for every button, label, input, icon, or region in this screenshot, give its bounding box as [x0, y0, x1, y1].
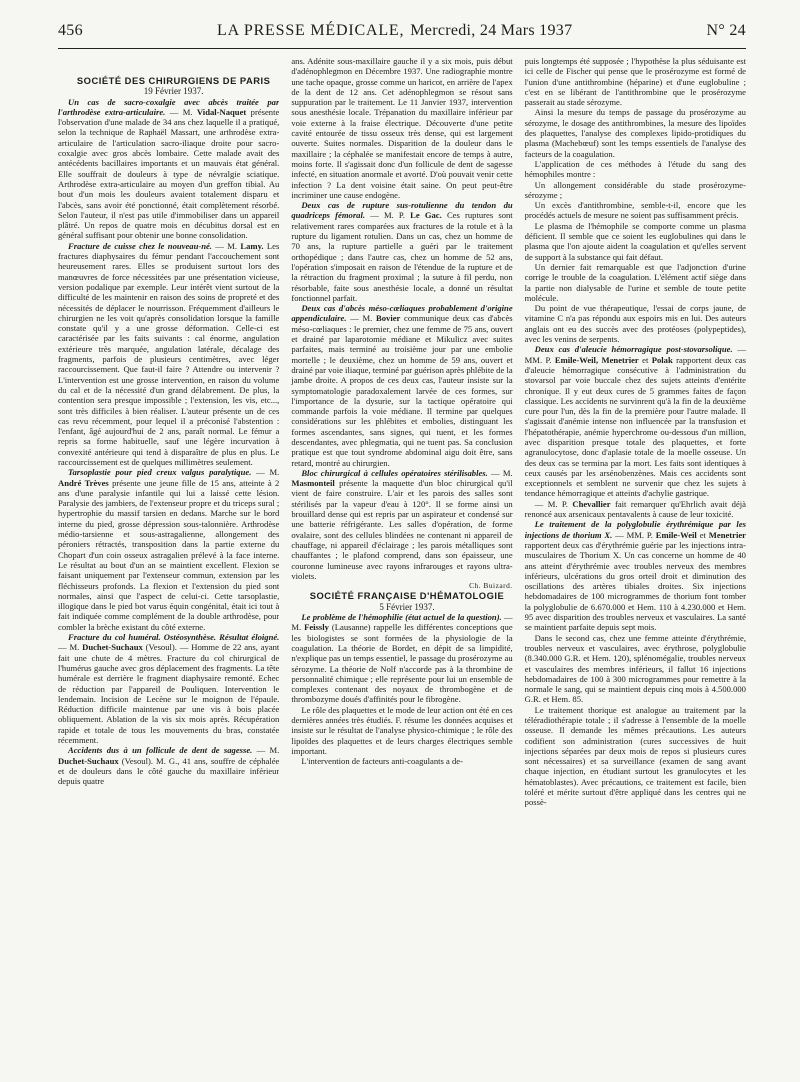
article-sacro-coxalgie [58, 97, 279, 241]
article-rupture-quadriceps [291, 200, 512, 303]
article-body: Ces ruptures sont relativement rares comparées aux fractures de la rotule et à la rupture du ligament rotulien. Dans un cas, chez un homme de 70 ans, la rupture partielle a guéri par le traitement orthopédique ; dans l'autre cas, chez un homme de 52 ans, l'opération s'imposait en raison de l'étendue de la rupture et de la rétraction du fragment proximal ; la suture à fil perdu, non résorbable, faite sous anesthésie locale, a donné un résultat fonctionnel parfait. [291, 210, 513, 303]
conjunction: et [696, 529, 709, 540]
dash: — M. P. [534, 498, 573, 509]
article-author: Duchet-Suchaux [82, 642, 143, 653]
article-author: Feissly [304, 622, 329, 633]
dash: — M. [58, 642, 83, 653]
column-1 [58, 56, 279, 1074]
paragraph: L'application de ces méthodes à l'étude du sang des hémophiles montre : [524, 158, 746, 180]
article-author: Lamy. [240, 240, 264, 251]
dash: — M. [487, 467, 513, 478]
article-polyglobulie-thorium [525, 519, 746, 632]
article-body: rapportent deux cas d'aleucie hémorragique consécutive à l'administration du stovarsol par voie buccale chez des sujets atteints d'entérite chronique. Il y eut deux cures de 5 grammes faites de façon classique. Les accidents ne survinrent qu'à la fin de la deuxième cure pour l'un, dès la fin de la première pour l'autre malade. Il s'agissait d'anémie intense non influencée par la transfusion et l'hépatothérapie, anémie hyperchrome ou-dessous d'un million, avec disparition presque totale des plaquettes, et forte agranulocytose, donc d'aplasie totale de la moelle osseuse. Un des deux cas se termina par la mort. Les faits sont identiques à ceux causés par les arsénobenzènes. Mais ces accidents sont exceptionnels et semblent ne survenir que chez les sujets à tendance hémorragique et atteints d'achylie gastrique. [524, 354, 746, 499]
section-title: SOCIÉTÉ DES CHIRURGIENS DE PARIS [76, 75, 271, 86]
issue-number: N° 24 [706, 22, 746, 39]
article-title: Le problème de l'hémophilie (état actuel de la question). [301, 612, 502, 623]
section-date: 5 Février 1937. [379, 601, 435, 612]
article-author: Menetrier [708, 529, 746, 540]
article-title: Deux cas de rupture sus-rotulienne du tendon du quadriceps fémoral. [291, 200, 513, 221]
article-title: Un cas de sacro-coxalgie avec abcès traitée par l'arthrodèse extra-articulaire. [58, 96, 280, 117]
paragraph: puis longtemps été supposée ; l'hypothèse la plus séduisante est ici celle de Fischer qui pense que le prosérozyme est formé de l'union d'une antithrombine (héparine) et d'une euglobuline ; c'est en se libérant de l'antithrombine que le prosérozyme passerait au stade sérozyme. [524, 56, 746, 108]
article-comment [525, 499, 746, 520]
article-author: Polak [651, 354, 673, 365]
article-columns [58, 56, 746, 1074]
paragraph: Du point de vue thérapeutique, l'essai de corps jaune, de vitamine C n'a pas répondu aux espoirs mis en lui. Des auteurs anglais ont eu des succès avec des protéoses (polypeptides), avec les venins de serpents. [524, 303, 746, 345]
dash: — M. [346, 313, 376, 324]
article-author: Vidal-Naquet [196, 106, 247, 117]
article-author: Le Gac. [410, 210, 442, 221]
section-title: SOCIÉTÉ FRANÇAISE D'HÉMATOLOGIE [309, 590, 505, 602]
article-fracture-cuisse [58, 241, 279, 468]
paragraph: L'intervention de facteurs anti-coagulants a de- [301, 756, 463, 767]
paragraph: Un excès d'antithrombine, semble-t-il, encore que les procédés actuels de mesure ne soient pas suffisamment précis. [524, 200, 746, 221]
column-2 [291, 56, 512, 1074]
paragraph: Dans le second cas, chez une femme atteinte d'érythrémie, troubles nerveux et vasculaires, avec érythrose, polyglobulie (8.340.000 G.R. et Hem. 120), splénomégalie, troubles nerveux et vasculaires des membres inférieurs, il fallut 16 injections hebdomadaires de 100 à 300 microgrammes pour remettre à la normale le sang, qui se maintient depuis cinq mois à 4.500.000 G.R. et Hem. 85. [524, 632, 746, 705]
paragraph: ans. Adénite sous-maxillaire gauche il y a six mois, puis début d'adénophlegmon en Décembre 1937. Une radiographie montre une tache opaque, grosse comme un haricot, en arrière de l'apex de la dent de 12 ans. Cet adénophlegmon se résout sans suppuration par le traitement. Le 11 Janvier 1937, intervention sous anesthésie locale. Trépanation du maxillaire inférieur par voie externe à la fraise électrique. Découverte d'une petite cavité entourée de tissu osseux très dense, qui est largement ouverte. Suites normales. Disparition de la douleur dans le maxillaire ; la céphalée se manifestait encore de temps à autre, moins forte. Il s'agissait donc d'un follicule de dent de sagesse infecté, en situation anormale et avorté. D'où pouvait venir cette infection ? La dent voisine était saine. On peut peut-être incriminer une cause endogène. [291, 56, 513, 200]
article-title: Bloc chirurgical à cellules opératoires stérilisables. [301, 467, 488, 478]
dash: — M. [251, 467, 280, 478]
article-body: présente l'observation d'une malade de 34 ans chez laquelle il a pratiqué, selon la technique de Raphaël Massart, une arthrodèse extra-articulaire de l'articulation sacro-iliaque droite pour sacro-coxalgie avec gros abcès lombaire. Cette malade avait des antécédents bacillaires importants et un mauvais état général. Elle souffrait de douleurs à type de névralgie sciatique. Arthrodèse extra-articulaire au moyen d'un greffon tibial. Au bout d'un mois les douleurs avaient totalement disparu et l'abcès, sans avoir été ponctionné, était complètement résorbé. Selon l'auteur, il n'est pas utile d'immobiliser dans un appareil plâtré. Un repos de quatre mois en décubitus dorsal est en général suffisant pour obtenir une bonne consolidation. [58, 106, 280, 241]
article-author: Chevallier [572, 498, 611, 509]
dash: — M. [291, 612, 513, 633]
article-body: (Lausanne) rappelle les différentes conceptions que les biologistes se sont formées de la physiologie de la coagulation. La théorie de Bordet, en dépit de sa limpidité, n'explique pas un temps essentiel, le passage du prosérozyme au sérozyme. La théorie de Nolf n'accorde pas à la thrombine de personnalité chimique ; elle représente pour lui un ensemble de complexes contenant des noyaux de thrombogène et de thrombozyme doués d'affinités pour le fibrogène. [291, 622, 513, 705]
article-body: (Vesoul). M. G., 41 ans, souffre de céphalée et de douleurs dans le côté gauche du maxillaire inférieur depuis quatre [58, 755, 280, 787]
article-title: Deux cas d'aleucie hémorragique post-stovarsolique. [534, 344, 733, 355]
dash: — M. P. [365, 210, 411, 221]
article-hemophilie [291, 612, 512, 705]
dash: — M. [252, 745, 280, 756]
column-3 [525, 56, 746, 1074]
article-body: Les fractures diaphysaires du fémur pendant l'accouchement sont heureusement rares. Elles se produisent surtout lors des manœuvres de force nécessitées par une présentation vicieuse, version podalique par exemple. Leur intérêt vient surtout de la difficulté de les maintenir en raison des soins de propreté et des nécessités de déplacer le nourrisson. Fréquemment d'ailleurs le chirurgien ne les voit qu'après consolidation lorsque la famille constate qu'il y a une grosse déformation. Celle-ci est caractérisée par les faits suivants : cal énorme, angulation extérieure très marquée, angulation latérale, décalage des fragments, parfois de plusieurs centimètres, avec léger raccourcissement. Que faut-il faire ? Attendre ou intervenir ? L'intervention est une grosse intervention, en raison du volume du cal et de la nécessité d'un grand délabrement. De plus, la contention sera presque impossible ; l'extension, les vis, etc..., sont très difficiles à bien réaliser. L'auteur présente un de ces cas revu récemment, pour lequel il a préconisé l'abstention : l'enfant, âgé aujourd'hui de 2 ans, paraît normal. Le fémur a repris sa forme habituelle, sauf une légère incurvation à convexité antérieure qui tend à disparaître de plus en plus. Le raccourcissement est de quelques millimètres seulement. [58, 240, 280, 467]
article-body: fait remarquer qu'Ehrlich avait déjà renoncé aux arsenicaux pentavalents à cause de leur toxicité. [524, 498, 746, 520]
page-header [58, 22, 746, 44]
article-author: André Trèves [58, 477, 109, 488]
article-title: Accidents dus à un follicule de dent de sagesse. [68, 745, 253, 756]
article-body: présente la maquette d'un bloc chirurgical qu'il vient de faire construire. L'air et les parois des salles sont stérilisés par la vapeur d'eau à 120°. Il se forme ainsi un brouillard dense qui est repris par un aspirateur et condensé sur une batterie réfrigérante. Les salles d'opération, de forme ovalaire, sont des cellules blindées ne contenant ni appareil de chauffage, ni appareil d'éclairage ; les parois métalliques sont chauffantes ; le plafond comprend, dans son épaisseur, une couronne lumineuse avec rayons infrarouges et rayons ultra-violets. [291, 478, 513, 581]
journal-masthead [217, 22, 572, 40]
article-title: Le traitement de la polyglobulie érythrémique par les injections de thorium X. [524, 519, 746, 540]
article-body: communique deux cas d'abcès méso-cœliaques : le premier, chez une femme de 75 ans, ouvert et drainé par laparotomie médiane et Mikulicz avec suites parfaites, mais terminé au troisième jour par une embolie mortelle ; le deuxième, chez un homme de 59 ans, ouvert et drainé par voie iliaque, terminé par guérison après phlébite de la jambe droite. A propos de ces deux cas, l'auteur insiste sur la symptomatologie paradoxalement larvée de ces formes, sur l'importance de la dysurie, sur la tactique opératoire qui commande parfois la voie médiane. Il termine par quelques considérations sur les phlébites et embolies, distinguant les formes ascendantes, sans signes, qui tuent, et les formes descendantes, avec phlegmatia, qui ne tuent pas. Sa conclusion pratique est que tout syndrome abdominal aigu doit être, sans retard, montré au chirurgien. [291, 313, 513, 468]
article-title: Fracture de cuisse chez le nouveau-né. [68, 240, 212, 251]
article-body: (Vesoul). — Homme de 22 ans, ayant fait une chute de 4 mètres. Fracture du col chirurgical de l'humérus gauche avec gros déplacement des fragments. La tête humérale est derrière le fragment diaphysaire remonté. Echec de réduction par l'appareil de Pouliquen. Intervention le lendemain. Incision de Lecène sur le moignon de l'épaule. Réduction difficile maintenue par une vis à bois placée obliquement. Ablation de la vis six mois après. Récupération rapide et totale de tous les mouvements du bras, constatée récemment. [58, 642, 280, 745]
article-title: Tarsoplastie pour pied creux valgus paralytique. [68, 467, 252, 478]
article-title: Fracture du col huméral. Ostéosynthèse. Résultat éloigné. [68, 632, 280, 643]
dash: — M. [211, 240, 241, 251]
article-author: Bovier [376, 313, 401, 324]
article-body: rapportent deux cas d'érythrémie guérie par les injections intra-musculaires de Thorium X. Un cas concerne un homme de 40 ans atteint d'érythrémie avec troubles nerveux des membres inférieurs, ulcérations du gros orteil droit et diminution des oscillations des artères tibiales droites. Six injections hebdomadaires de 100 microgrammes de thorium font tomber la polyglobulie de 6.670.000 et Hem. 110 à 4.230.000 et Hem. 95 avec disparition des troubles nerveux et vasculaires. La santé se maintient parfaite depuis sept mois. [524, 539, 746, 633]
journal-title: LA PRESSE MÉDICALE, [217, 22, 405, 39]
dash: — MM. P. [524, 344, 746, 365]
article-fracture-col-humeral [58, 632, 279, 745]
section-signature: Ch. Buizard. [469, 581, 513, 591]
paragraph: Le plasma de l'hémophile se comporte comme un plasma déficient. Il semble que ce soient les euglobulines qui dans le plasma que l'on ajoute aident la coagulation et qu'elles servent de support à la substance qui fait défaut. [524, 220, 746, 262]
article-aleucie-hemorragique [525, 344, 746, 498]
dash: — MM. P. [612, 529, 656, 540]
article-title: Deux cas d'abcès méso-cœliaques probablement d'origine appendiculaire. [291, 303, 513, 324]
article-author: Duchet-Suchaux [58, 755, 119, 766]
article-bloc-chirurgical [291, 468, 512, 581]
section-date: 19 Février 1937. [143, 86, 204, 97]
page-number: 456 [58, 22, 83, 39]
paragraph: Un allongement considérable du stade prosérozyme-sérozyme ; [524, 179, 746, 200]
article-tarsoplastie [58, 467, 279, 632]
paragraph: Ainsi la mesure du temps de passage du prosérozyme au sérozyme, le dosage des antithrombines, la mesure des lipoïdes des plaquettes, l'analyse des complexes lipido-protidiques du plasma (Machebœuf) sont les temps essentiels de l'analyse des facteurs de la coagulation. [524, 107, 746, 159]
article-body: présente une jeune fille de 15 ans, atteinte à 2 ans d'une paralysie infantile qui lui a laissé cette lésion. Paralysie des jambiers, de l'extenseur propre et du triceps sural ; hypertrophie du massif tarsien en dedans. Marche sur le bord interne du pied, grosse dépression sous-talonnière. Arthrodèse médio-tarsienne et sous-astragalienne, allongement des péroniers rétractés, transposition dans la partie externe du Chopart d'un coin osseux astragalien prélevé à la face interne. Le résultat au bout d'un an se maintient excellent. Flexion se faisant uniquement par l'extenseur commun, extension par les fléchisseurs profonds. La flexion et l'extension du pied sont normales, ainsi que l'aspect de celui-ci. Cette tarsoplastie, illogique dans le pied bot varus équin congénital, était ici tout à fait indiquée comme complément de la double arthrodèse, pour combler la brèche existant du côté externe. [58, 477, 280, 632]
article-dent-de-sagesse [58, 745, 279, 786]
paragraph: Le traitement thorique est analogue au traitement par la téléradiothérapie totale ; il s'adresse à l'ensemble de la moelle osseuse. Il demande les mêmes précautions. Les auteurs codifient son administration (cures successives de huit injections séparées par deux mois de repos si plusieurs cures sont nécessaires) et sa surveillance (examen de sang avant chaque injection, en étudiant surtout les granulocytes et les hématoblastes). Avec précautions, ce traitement est facile, bien toléré et mérite surtout d'être appliqué dans les centres qui ne possè- [524, 704, 746, 808]
header-rule [58, 48, 746, 49]
article-abces-meso-coeliaques [291, 303, 512, 468]
dash: — M. [165, 106, 197, 117]
paragraph: Le rôle des plaquettes et le mode de leur action ont été en ces dernières années très étudiés. F. résume les données acquises et insiste sur le résultat de l'analyse physico-chimique ; le rôle des lipoïdes des plaquettes et de leurs charges électriques semble important. [291, 704, 513, 756]
article-author: Emile-Weil, Menetrier [554, 354, 639, 365]
article-author: Emile-Weil [655, 529, 697, 540]
paragraph: Un dernier fait remarquable est que l'adjonction d'urine corrige le trouble de la coagulation. L'élément actif siège dans la partie non dialysable de l'urine et semble de toute petite molécule. [524, 261, 746, 303]
conjunction: et [638, 354, 652, 365]
article-author: Masmonteil [291, 478, 335, 489]
issue-date: Mercredi, 24 Mars 1937 [410, 22, 573, 39]
